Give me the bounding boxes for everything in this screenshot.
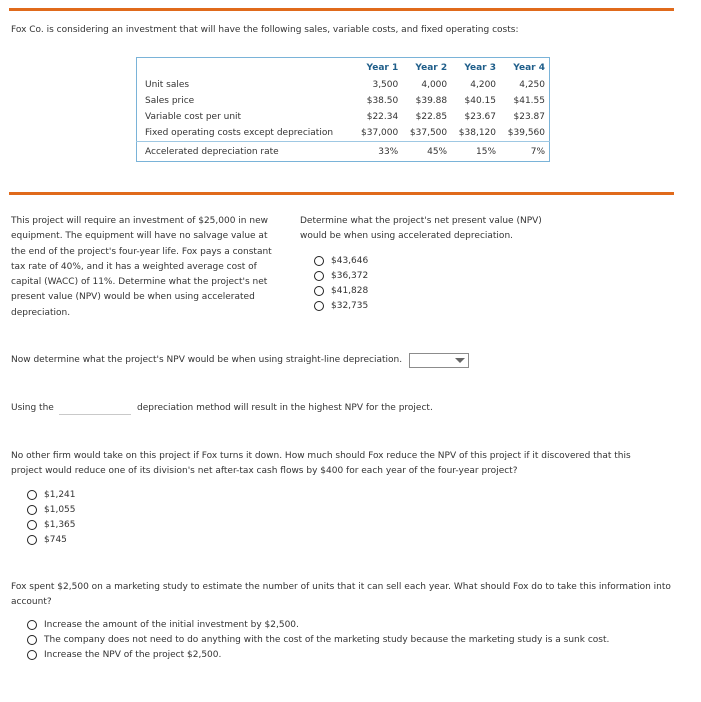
radio-icon[interactable] xyxy=(314,301,324,311)
table-row: Fixed operating costs except depreciation $37,000 $37,500 $38,120 $39,560 xyxy=(145,128,545,138)
q1-option[interactable]: $32,735 xyxy=(314,299,368,314)
q5-prompt: Fox spent $2,500 on a marketing study to estimate the number of units that it can sell each year. What should Fox do to take this information into account? xyxy=(11,582,671,608)
q4-option[interactable]: $1,055 xyxy=(27,502,76,517)
straight-line-npv-dropdown[interactable] xyxy=(409,353,469,368)
q4-option[interactable]: $1,365 xyxy=(27,517,76,532)
q1-option[interactable]: $43,646 xyxy=(314,253,368,268)
radio-icon[interactable] xyxy=(314,286,324,296)
cost-table xyxy=(136,57,550,162)
q4-options xyxy=(27,487,76,548)
radio-icon[interactable] xyxy=(27,535,37,545)
table-row: Unit sales 3,500 4,000 4,200 4,250 xyxy=(145,80,545,90)
q1-options xyxy=(314,253,368,314)
radio-icon[interactable] xyxy=(27,620,37,630)
project-description: This project will require an investment of $25,000 in new equipment. The equipment will have no salvage value at the end of the project's four-year life. Fox pays a constant tax rate of 40%, and it has a weighted average cost of capital (WACC) of 11%. Determine what the project's net present value (NPV) would be when using accelerated depreciation. xyxy=(11,216,272,318)
q5-option[interactable]: The company does not need to do anything with the cost of the marketing study because the marketing study is a sunk cost. xyxy=(27,632,609,647)
q3-prefix: Using the xyxy=(11,403,54,413)
header-year-1: Year 1 xyxy=(366,62,399,73)
q2-prompt: Now determine what the project's NPV would be when using straight-line depreciation. xyxy=(11,355,403,365)
radio-icon[interactable] xyxy=(27,520,37,530)
intro-text: Fox Co. is considering an investment that will have the following sales, variable costs, and fixed operating costs: xyxy=(11,25,519,35)
q1-option[interactable]: $36,372 xyxy=(314,268,368,283)
q4-option[interactable]: $1,241 xyxy=(27,487,76,502)
radio-icon[interactable] xyxy=(27,505,37,515)
header-year-4: Year 4 xyxy=(513,62,545,73)
q5-option[interactable]: Increase the NPV of the project $2,500. xyxy=(27,647,609,662)
radio-icon[interactable] xyxy=(27,635,37,645)
radio-icon[interactable] xyxy=(27,490,37,500)
table-row: Sales price $38.50 $39.88 $40.15 $41.55 xyxy=(145,96,545,106)
header-year-2: Year 2 xyxy=(415,62,448,73)
q3-suffix: depreciation method will result in the highest NPV for the project. xyxy=(137,403,433,413)
section-divider xyxy=(9,192,674,195)
q1-prompt: Determine what the project's net present value (NPV) would be when using accelerated depreciation. xyxy=(300,216,542,242)
table-header-row xyxy=(137,58,550,78)
q1-option[interactable]: $41,828 xyxy=(314,283,368,298)
q4-option[interactable]: $745 xyxy=(27,533,76,548)
table-row: Variable cost per unit $22.34 $22.85 $23.67 $23.87 xyxy=(145,112,545,122)
chevron-down-icon[interactable] xyxy=(455,358,465,363)
header-year-3: Year 3 xyxy=(464,62,497,73)
radio-icon[interactable] xyxy=(27,650,37,660)
top-divider xyxy=(9,8,674,11)
radio-icon[interactable] xyxy=(314,256,324,266)
q5-options xyxy=(27,617,609,663)
radio-icon[interactable] xyxy=(314,271,324,281)
depreciation-method-blank[interactable] xyxy=(59,413,131,415)
q5-option[interactable]: Increase the amount of the initial investment by $2,500. xyxy=(27,617,609,632)
q4-prompt: No other firm would take on this project if Fox turns it down. How much should Fox reduce the NPV of this project if it discovered that this project would reduce one of its division's net after-tax cash flows by $400 for each year of the four-year project? xyxy=(11,451,631,477)
table-row-depreciation: Accelerated depreciation rate 33% 45% 15% 7% xyxy=(137,142,550,162)
